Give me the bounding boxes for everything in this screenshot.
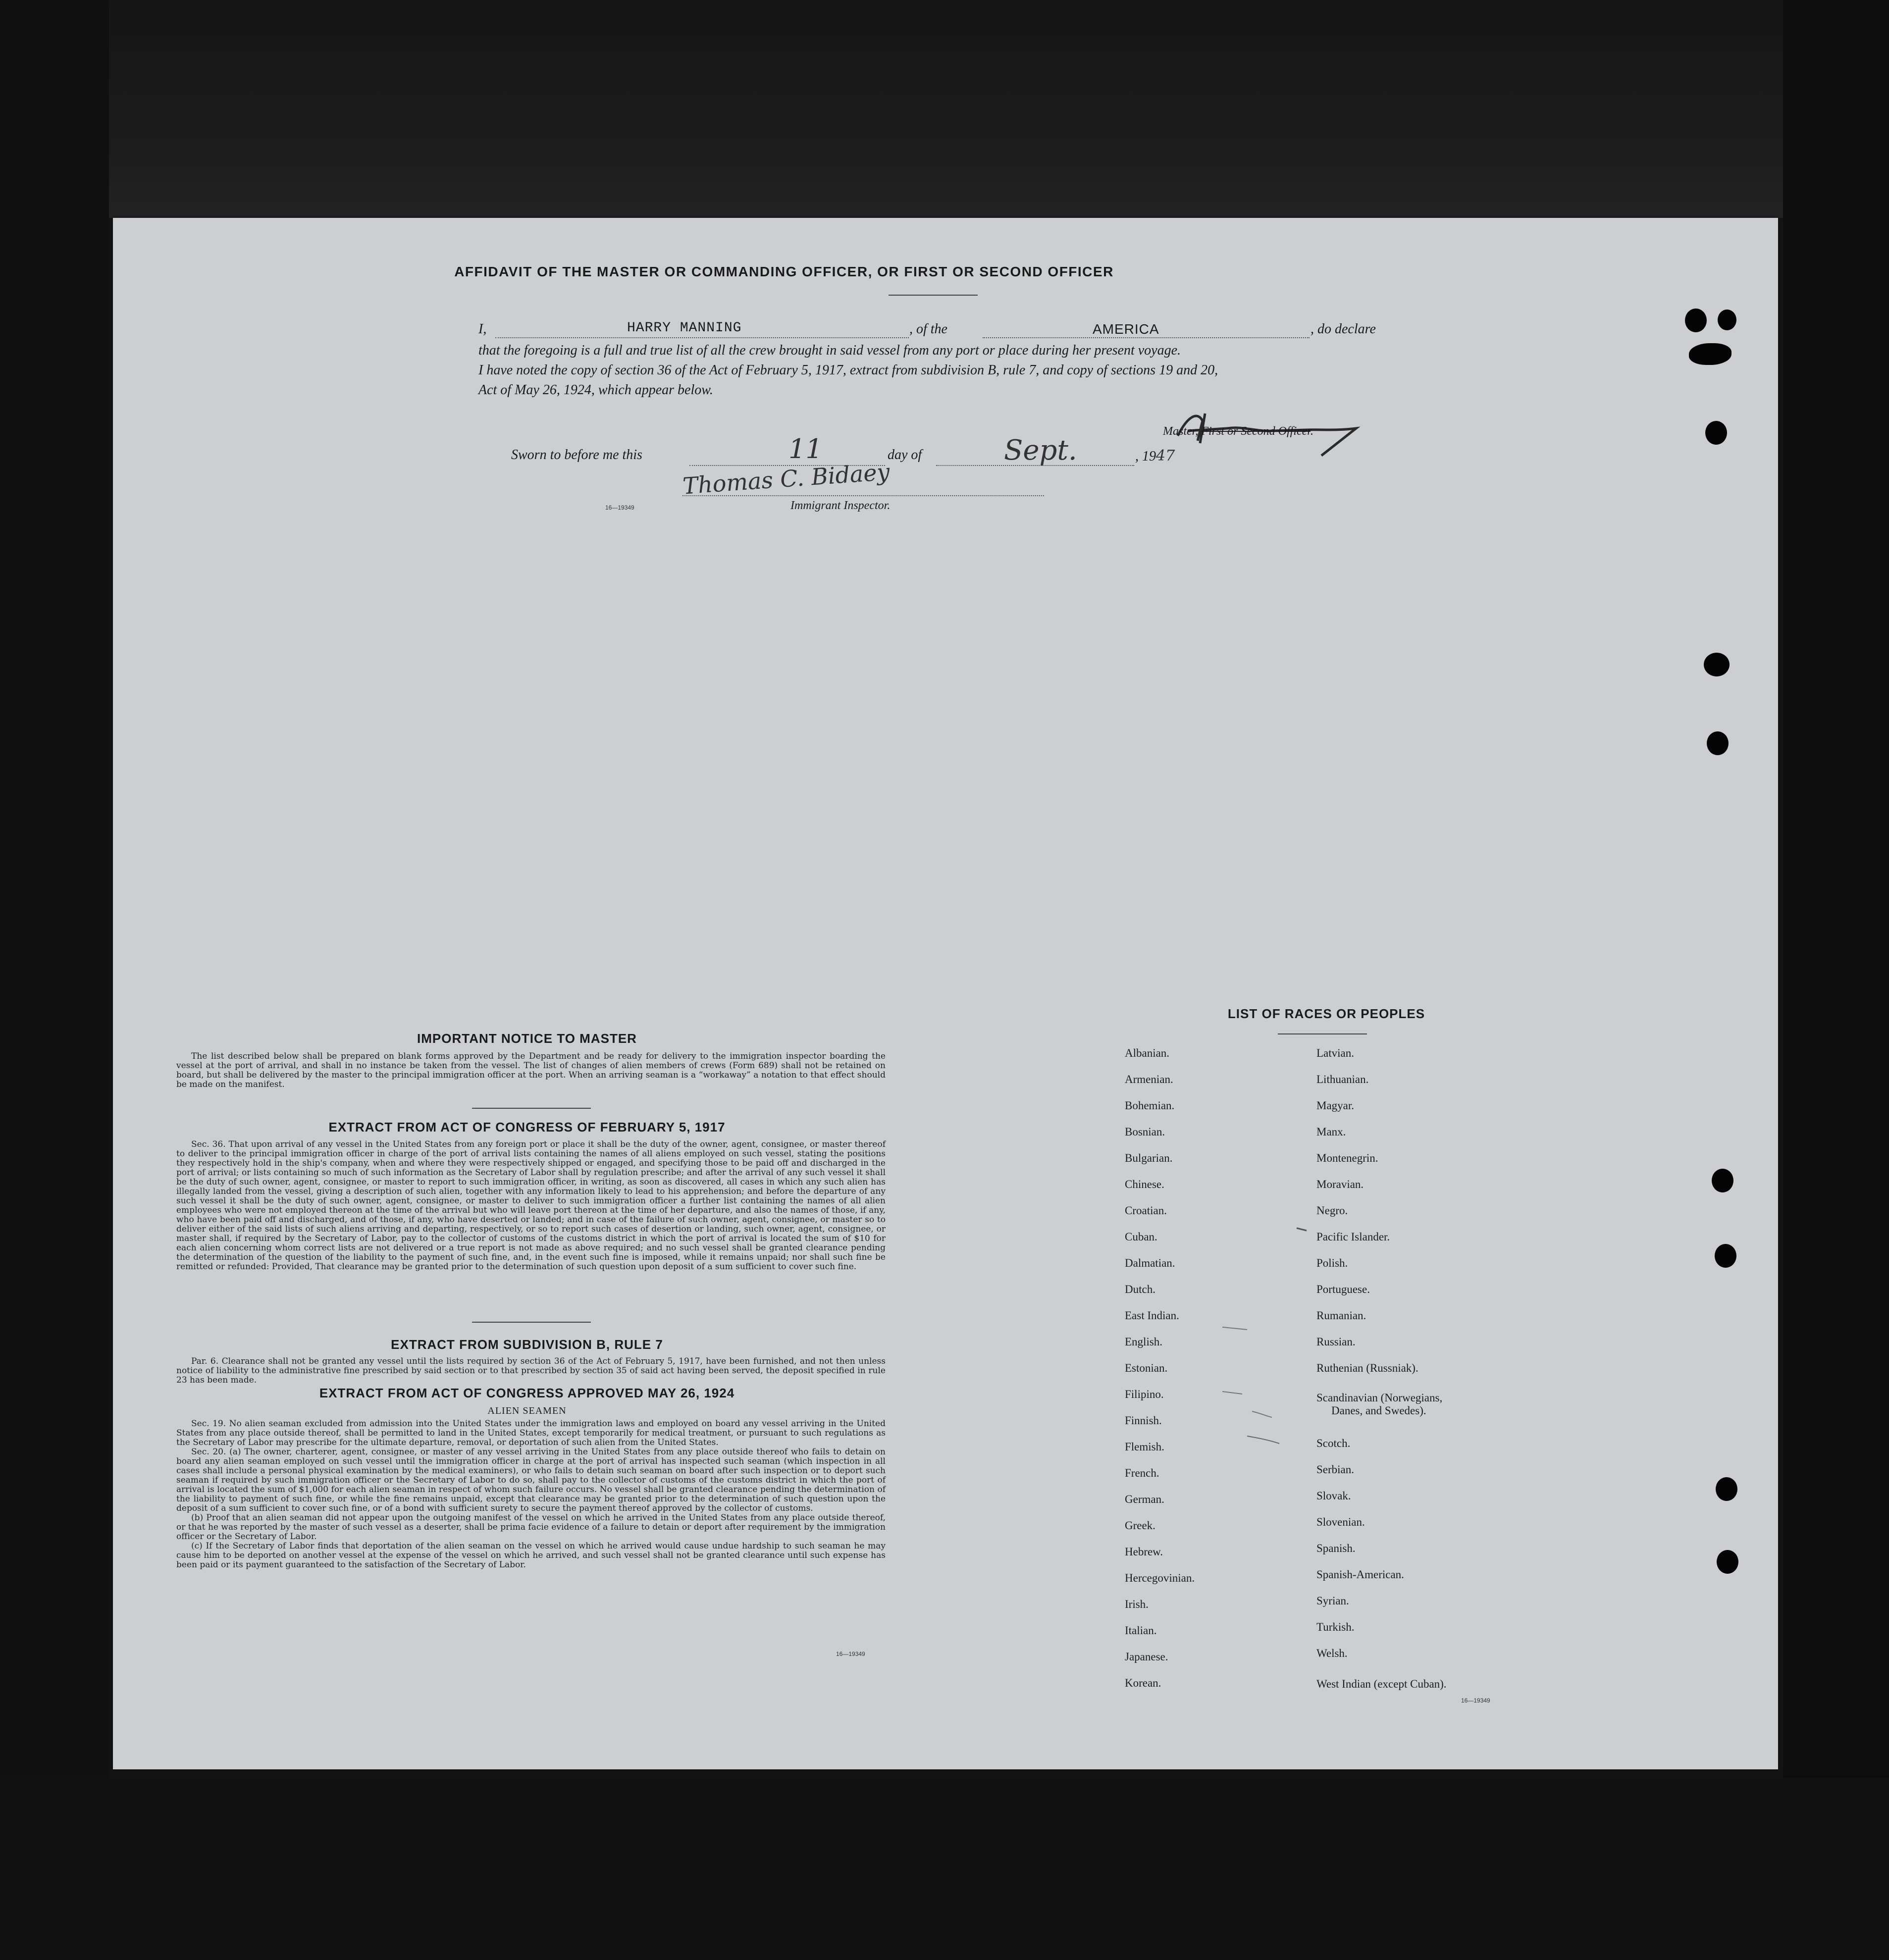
do-declare-label: , do declare: [1311, 321, 1376, 337]
punch-hole: [1718, 309, 1736, 330]
sec-36-paragraph: Sec. 36. That upon arrival of any vessel in the United States from any foreign port or place it shall be the duty of the owner, agent, consignee, or master thereof to deliver to the principal immigration officer in charge of the port of arrival lists containing the names of all aliens employed on such vessel, stating the positions they respectively hold in the ship's company, when and where they were respectively shipped or engaged, and specifying those to be paid off and discharged in the port of arrival; or lists containing so much of such information as the Secretary of Labor shall by regulation prescribe; and after the arrival of any such vessel it shall be the duty of such owner, agent, consignee, or master to report to such immigration officer, in writing, as soon as discovered, all cases in which any such alien has illegally landed from the vessel, giving a description of such alien, together with any information likely to lead to his apprehension; and before the departure of any such vessel it shall be the duty of such owner, agent, consignee, or master to deliver to such immigration officer a further list containing the names of all alien employees who were not employed thereon at the time of the arrival but who will leave port thereon at the time of her departure, and also the names of those, if any, who have been paid off and discharged, and of those, if any, who have deserted or landed; and in case of the failure of such owner, agent, consignee, or master so to deliver either of the said lists of such aliens arriving and departing, respectively, or so to report such cases of desertion or landing, such owner, agent, consignee, or master shall, if required by the Secretary of Labor, pay to the collector of customs of the customs district in which the port of arrival is located the sum of $10 for each alien concerning whom correct lists are not delivered or a true report is not made as above required; and no such vessel shall be granted clearance pending the determination of the question of the liability to the payment of such fine, and, in the event such fine is imposed, while it remains unpaid; nor shall such fine be remitted or refunded: Provided, That clearance may be granted prior to the determination of such question upon deposit of a sum sufficient to cover such fine.: [176, 1139, 886, 1272]
race-item: Negro.: [1316, 1204, 1348, 1217]
race-item: Spanish-American.: [1316, 1568, 1404, 1581]
race-item: Ruthenian (Russniak).: [1316, 1362, 1418, 1374]
extract-rule7-title: EXTRACT FROM SUBDIVISION B, RULE 7: [391, 1337, 663, 1352]
races-form-number: 16—19349: [1461, 1697, 1490, 1704]
punch-hole: [1712, 1169, 1733, 1192]
master-name: HARRY MANNING: [627, 320, 742, 336]
affidavit-form-number: 16—19349: [605, 504, 634, 511]
race-item: Hercegovinian.: [1125, 1572, 1195, 1584]
race-item: Estonian.: [1125, 1362, 1168, 1374]
extract-form-number: 16—19349: [836, 1651, 865, 1657]
divider-2: [472, 1322, 591, 1323]
declaration-line-2: that the foregoing is a full and true list of all the crew brought in said vessel from any port or place during her present voyage.: [478, 343, 1181, 358]
i-label: I,: [478, 321, 487, 337]
day-of-label: day of: [888, 447, 922, 463]
vessel-blank: [983, 337, 1310, 338]
race-item: Irish.: [1125, 1598, 1149, 1610]
races-divider: [1278, 1033, 1367, 1034]
sworn-month: Sept.: [1004, 434, 1077, 466]
punch-hole: [1716, 1477, 1737, 1501]
race-item: Serbian.: [1316, 1463, 1355, 1476]
race-item: Finnish.: [1125, 1414, 1162, 1427]
race-item: Korean.: [1125, 1677, 1161, 1689]
race-item: Chinese.: [1125, 1178, 1164, 1190]
film-edge-bottom: [0, 1778, 1889, 1960]
race-item: Filipino.: [1125, 1388, 1164, 1400]
punch-hole: [1717, 1550, 1738, 1574]
affidavit-title: AFFIDAVIT OF THE MASTER OR COMMANDING OFFICER, OR FIRST OR SECOND OFFICER: [454, 264, 1114, 279]
punch-hole: [1689, 343, 1732, 365]
race-item: Croatian.: [1125, 1204, 1167, 1217]
race-item: Slovak.: [1316, 1490, 1351, 1502]
punch-hole: [1715, 1244, 1736, 1268]
race-item: Bosnian.: [1125, 1126, 1165, 1138]
master-title-struck: First or Second Officer: [1201, 425, 1311, 438]
race-item: Slovenian.: [1316, 1516, 1365, 1528]
vessel-name: AMERICA: [1093, 321, 1159, 337]
divider-1: [472, 1108, 591, 1109]
race-item: Pacific Islander.: [1316, 1231, 1390, 1243]
race-item: Magyar.: [1316, 1099, 1355, 1112]
race-item: West Indian (except Cuban).: [1316, 1678, 1447, 1690]
punch-hole: [1707, 731, 1729, 755]
notice-paragraph: The list described below shall be prepared on blank forms approved by the Department and be ready for delivery to the immigration inspector boarding the vessel at the port of arrival, and shall in no instance be taken from the vessel. The list of changes of alien members of crews (Form 689) shall not be retained on board, but shall be delivered by the master to the principal immigration officer at the port. When an arriving seaman is a “workaway” a notation to that effect should be made on the manifest.: [176, 1051, 886, 1089]
race-item: Dutch.: [1125, 1283, 1155, 1295]
race-item: Manx.: [1316, 1126, 1346, 1138]
race-item: Albanian.: [1125, 1047, 1170, 1059]
inspector-label: Immigrant Inspector.: [790, 499, 891, 512]
scan-background: [0, 0, 1889, 218]
race-item: Armenian.: [1125, 1073, 1173, 1085]
race-item: French.: [1125, 1467, 1159, 1479]
sworn-line: [511, 433, 1304, 468]
par-6-paragraph: Par. 6. Clearance shall not be granted any vessel until the lists required by section 36 of the Act of February 5, 1917, have been furnished, and not then unless notice of liability to the administrative fine prescribed by said section or to that prescribed by section 35 of said act having been served, the deposit specified in rule 23 has been made.: [176, 1356, 886, 1385]
race-item: Spanish.: [1316, 1542, 1356, 1554]
extract-1924-title: EXTRACT FROM ACT OF CONGRESS APPROVED MAY 26, 1924: [319, 1386, 735, 1400]
race-item: Scotch.: [1316, 1437, 1351, 1449]
race-item: Montenegrin.: [1316, 1152, 1378, 1164]
sec-20b-paragraph: (b) Proof that an alien seaman did not appear upon the outgoing manifest of the vessel on which he arrived in the United States from any place outside thereof, or that he was reported by the master of such vessel as a deserter, shall be prima facie evidence of a failure to detain or deport after requirement by the immigration officer or the Secretary of Labor.: [176, 1513, 886, 1542]
sec-20a-paragraph: Sec. 20. (a) The owner, charterer, agent, consignee, or master of any vessel arriving in the United States from any place outside thereof who fails to detain on board any alien seaman employed on such vessel until the immigration officer in charge at the port of arrival has inspected such seaman (which inspection in all cases shall include a personal physical examination by the medical examiners), or who fails to detain such seaman on board after such inspection or to deport such seaman if required by such immigration officer or the Secretary of Labor to do so, shall pay to the collector of customs of the customs district in which the port of arrival is located the sum of $1,000 for each alien seaman in respect of whom such failure occurs. No vessel shall be granted clearance pending the determination of the liability to payment of such fine, or while the fine remains unpaid, except that clearance may be granted prior to the determination of such question upon the deposit of a sum sufficient to cover such fine, or of a bond with sufficient surety to secure the payment thereof approved by the collector of customs.: [176, 1447, 886, 1513]
race-item: Danes, and Swedes).: [1331, 1404, 1426, 1417]
extract-1924-text: [176, 1419, 886, 1570]
race-item: Latvian.: [1316, 1047, 1354, 1059]
inspector-blank: [682, 495, 1044, 496]
punch-hole: [1685, 309, 1707, 332]
year-suffix: 47: [1156, 447, 1175, 464]
race-item: Moravian.: [1316, 1178, 1364, 1190]
race-item: East Indian.: [1125, 1309, 1179, 1322]
declaration-line-3: I have noted the copy of section 36 of the Act of February 5, 1917, extract from subdivision B, rule 7, and copy of sections 19 and 20,: [478, 362, 1218, 378]
master-title-suffix: .: [1310, 425, 1313, 438]
pencil-marks: [1178, 1223, 1326, 1446]
race-item: Greek.: [1125, 1519, 1155, 1532]
race-item: Polish.: [1316, 1257, 1348, 1269]
film-edge-left: [0, 0, 109, 1960]
punch-hole: [1705, 421, 1727, 445]
notice-title: IMPORTANT NOTICE TO MASTER: [417, 1031, 637, 1046]
extract-rule7-text: [176, 1357, 886, 1385]
inspector-signature: Thomas C. Bidaey: [682, 458, 891, 500]
race-item: Italian.: [1125, 1624, 1157, 1637]
races-right-column: [1316, 1047, 1594, 1696]
notice-text: [176, 1052, 886, 1089]
year-prefix: , 19: [1135, 449, 1156, 464]
film-edge-right: [1783, 0, 1889, 1960]
race-item: Portuguese.: [1316, 1283, 1370, 1295]
extract-1917-text: [176, 1140, 886, 1272]
master-title-label: Master,: [1163, 425, 1202, 438]
race-item: Lithuanian.: [1316, 1073, 1369, 1085]
race-item: Flemish.: [1125, 1441, 1164, 1453]
race-item: Syrian.: [1316, 1595, 1349, 1607]
declaration-line-1: [478, 319, 1385, 341]
race-item: Cuban.: [1125, 1231, 1157, 1243]
race-item: Turkish.: [1316, 1621, 1355, 1633]
race-item: Russian.: [1316, 1336, 1356, 1348]
sec-20c-paragraph: (c) If the Secretary of Labor finds that deportation of the alien seaman on the vessel on which he arrived would cause undue hardship to such seaman he may cause him to be deported on another vessel at the expense of the vessel on which he arrived, and such vessel shall not be granted clearance until such expense has been paid or its payment guaranteed to the satisfaction of the Secretary of Labor.: [176, 1541, 886, 1570]
race-item: Welsh.: [1316, 1647, 1348, 1659]
race-item: Bulgarian.: [1125, 1152, 1173, 1164]
master-title: [1163, 425, 1313, 438]
race-item: German.: [1125, 1493, 1164, 1505]
year-field: [1135, 447, 1175, 464]
race-item: Dalmatian.: [1125, 1257, 1175, 1269]
sec-19-paragraph: Sec. 19. No alien seaman excluded from admission into the United States under the immigration laws and employed on board any vessel arriving in the United States from any place outside thereof, shall be permitted to land in the United States, except temporarily for medical treatment, or pursuant to such regulations as the Secretary of Labor may prescribe for the ultimate departure, removal, or deportation of such alien from the United States.: [176, 1419, 886, 1447]
name-blank: [495, 337, 909, 338]
form-sheet: [113, 218, 1778, 1769]
title-divider: [889, 295, 978, 296]
extract-1917-title: EXTRACT FROM ACT OF CONGRESS OF FEBRUARY 5, 1917: [328, 1120, 726, 1135]
race-item: Bohemian.: [1125, 1099, 1175, 1112]
declaration-line-4: Act of May 26, 1924, which appear below.: [478, 382, 713, 398]
race-item: Japanese.: [1125, 1651, 1168, 1663]
punch-hole: [1704, 653, 1730, 676]
race-item: English.: [1125, 1336, 1163, 1348]
of-the-label: , of the: [909, 321, 947, 337]
race-item: Hebrew.: [1125, 1546, 1163, 1558]
race-item: Scandinavian (Norwegians,: [1316, 1392, 1443, 1404]
races-title: LIST OF RACES OR PEOPLES: [1227, 1006, 1425, 1021]
sworn-label: Sworn to before me this: [511, 447, 642, 463]
race-item: Rumanian.: [1316, 1309, 1366, 1322]
sworn-day: 11: [788, 433, 823, 464]
alien-seamen-subtitle: ALIEN SEAMEN: [487, 1405, 567, 1416]
